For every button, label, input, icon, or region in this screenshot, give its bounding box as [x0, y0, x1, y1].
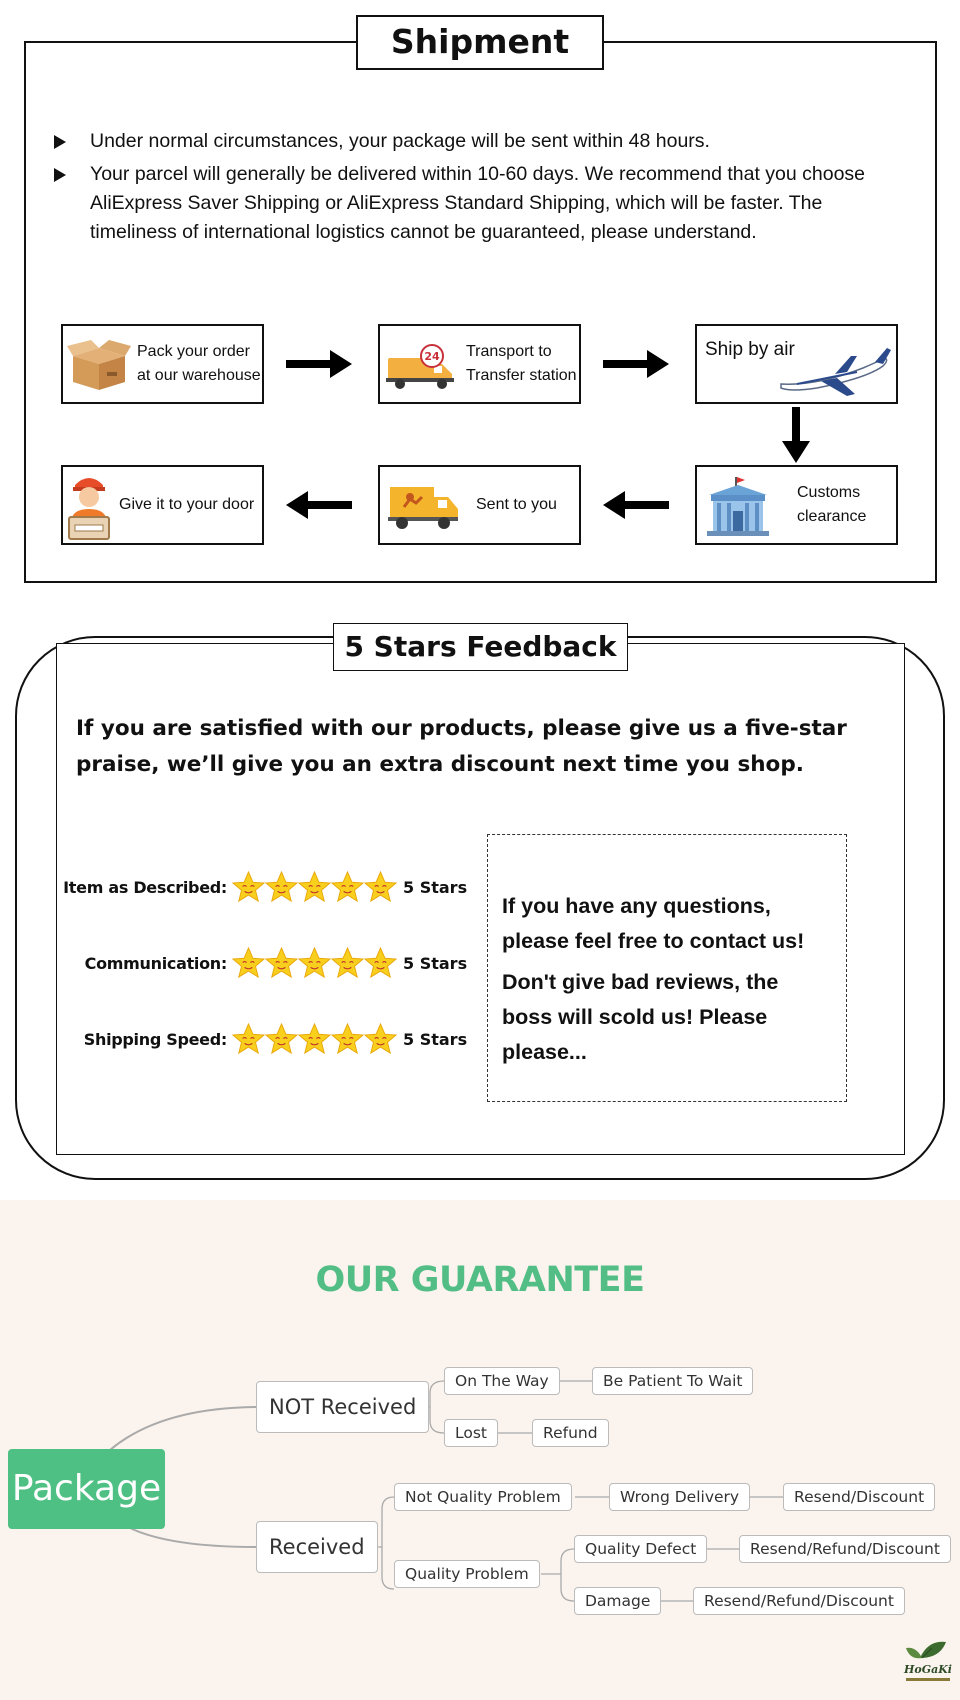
box-icon: [67, 338, 131, 392]
bullet-text: Under normal circumstances, your package will be sent within 48 hours.: [90, 130, 710, 152]
step-label: Pack your order: [137, 343, 250, 360]
rating-label: Communication:: [84, 953, 227, 973]
star-icon: [364, 871, 397, 904]
star-icon: [331, 1023, 364, 1056]
star-icon: [298, 947, 331, 980]
guarantee-title: OUR GUARANTEE: [315, 1260, 645, 1300]
node-defect-action: Resend/Refund/Discount: [739, 1535, 951, 1563]
node-resend-discount: Resend/Discount: [783, 1483, 935, 1511]
rating-stars: [232, 947, 397, 980]
star-icon: [364, 947, 397, 980]
step-customs: [695, 465, 898, 545]
node-quality-defect: Quality Defect: [574, 1535, 707, 1563]
feedback-intro: If you are satisfied with our products, please give us a five-star praise, we’ll give you an extra discount next time you shop.: [76, 716, 847, 777]
star-icon: [232, 1023, 265, 1056]
rating-value: 5 Stars: [403, 877, 468, 897]
shipment-bullet: [54, 160, 914, 247]
rating-row: [60, 943, 470, 983]
rating-row: [60, 867, 470, 907]
delivery-truck-icon: [388, 483, 460, 531]
node-damage: Damage: [574, 1587, 661, 1615]
truck-badge: 24: [424, 350, 440, 363]
customs-building-icon: [703, 475, 773, 537]
bullet-text: Your parcel will generally be delivered within 10-60 days. We recommend that you choose AliExpress Saver Shipping or AliExpress Standard Shipping, which will be faster. The timeliness of international logistics cannot be guaranteed, please understand.: [90, 163, 866, 243]
step-label: Customs: [797, 484, 861, 501]
truck-icon: [386, 344, 458, 390]
node-not-received: NOT Received: [256, 1381, 429, 1433]
courier-icon: [65, 471, 113, 541]
star-icon: [331, 871, 364, 904]
star-icon: [265, 871, 298, 904]
step-label: Transport to: [466, 343, 552, 360]
star-icon: [265, 1023, 298, 1056]
contact-text: If you have any questions, please feel free to contact us!: [502, 894, 805, 953]
step-label: at our warehouse: [137, 367, 261, 384]
node-be-patient: Be Patient To Wait: [592, 1367, 753, 1395]
guarantee-section: [0, 1200, 960, 1700]
star-icon: [232, 871, 265, 904]
star-icon: [265, 947, 298, 980]
rating-stars: [232, 871, 397, 904]
node-quality-problem: Quality Problem: [394, 1560, 540, 1588]
rating-value: 5 Stars: [403, 953, 468, 973]
airplane-icon: [777, 348, 893, 400]
star-icon: [298, 1023, 331, 1056]
bullet-arrow-icon: [54, 127, 90, 156]
logo-text: HoGaKi: [904, 1663, 952, 1676]
arrow-down-icon: [782, 407, 810, 463]
step-air: [695, 324, 898, 404]
node-not-quality-problem: Not Quality Problem: [394, 1483, 572, 1511]
star-icon: [364, 1023, 397, 1056]
arrow-left-icon: [603, 491, 669, 519]
bullet-arrow-icon: [54, 160, 90, 247]
rating-stars: [232, 1023, 397, 1056]
step-door: [61, 465, 264, 545]
step-label: Ship by air: [705, 339, 795, 360]
step-label: Transfer station: [466, 367, 577, 384]
step-label: clearance: [797, 508, 867, 525]
arrow-right-icon: [603, 350, 669, 378]
step-pack: [61, 324, 264, 404]
step-label: Sent to you: [476, 496, 557, 513]
step-transport: [378, 324, 581, 404]
node-received: Received: [256, 1521, 378, 1573]
node-damage-action: Resend/Refund/Discount: [693, 1587, 905, 1615]
brand-logo: [902, 1636, 954, 1686]
feedback-title: 5 Stars Feedback: [333, 623, 628, 671]
contact-box: [487, 834, 847, 1102]
node-refund: Refund: [532, 1419, 609, 1447]
star-icon: [298, 871, 331, 904]
node-wrong-delivery: Wrong Delivery: [609, 1483, 750, 1511]
shipment-bullet: [54, 127, 914, 156]
step-label: Give it to your door: [119, 496, 255, 513]
mindmap-root-package: Package: [8, 1449, 165, 1529]
star-icon: [232, 947, 265, 980]
step-sent: [378, 465, 581, 545]
rating-row: [60, 1019, 470, 1059]
rating-label: Shipping Speed:: [83, 1029, 227, 1049]
node-on-the-way: On The Way: [444, 1367, 560, 1395]
rating-value: 5 Stars: [403, 1029, 468, 1049]
arrow-left-icon: [286, 491, 352, 519]
node-lost: Lost: [444, 1419, 498, 1447]
contact-text: Don't give bad reviews, the boss will scold us! Please please...: [502, 970, 779, 1064]
star-icon: [331, 947, 364, 980]
arrow-right-icon: [286, 350, 352, 378]
shipment-title: Shipment: [356, 15, 604, 70]
rating-label: Item as Described:: [63, 877, 227, 897]
